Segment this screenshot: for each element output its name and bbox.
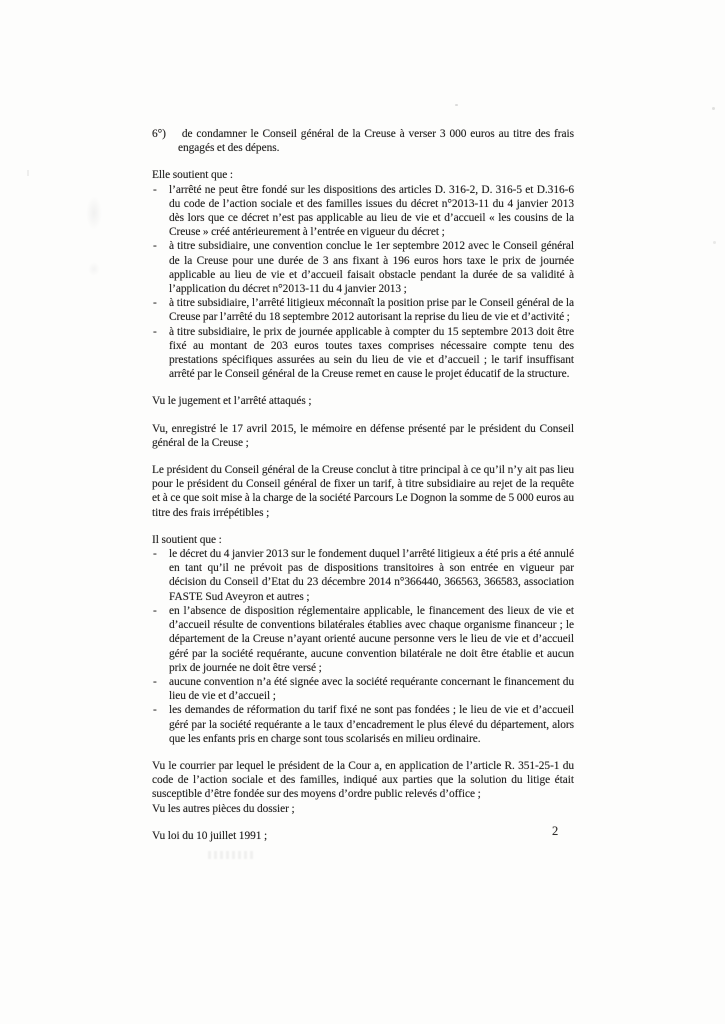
list-item-text: le décret du 4 janvier 2013 sur le fondement duquel l’arrêté litigieux a été pris a été annulé en tant qu’il ne prévoit pas de dispositions transitoires à son entrée en vigueur par décision du Conseil d’Etat du 23 décembre 2014 n°366440, 366563, 366583, association FASTE Sud Aveyron et autres ; — [169, 548, 574, 603]
list-item — [152, 296, 574, 324]
respondent-arguments-list — [152, 547, 574, 746]
claim-item-6 — [152, 127, 574, 155]
dash-bullet: - — [153, 675, 157, 688]
list-item-text: à titre subsidiaire, le prix de journée applicable à compter du 15 septembre 2013 doit être fixé au montant de 203 euros toutes taxes comprises nécessaire compte tenu des prestations spécifiques assurées au sein du lieu de vie et d’accueil ; le tarif insuffisant arrêté par le Conseil général de la Creuse remet en cause le projet éducatif de la structure. — [169, 325, 574, 381]
scan-smudge — [86, 196, 102, 230]
list-item-text: à titre subsidiaire, l’arrêté litigieux méconnaît la position prise par le Conseil général de la Creuse par l’arrêté du 18 septembre 2012 autorisant la reprise du lieu de vie et d’activité ; — [169, 297, 574, 324]
document-body — [152, 127, 574, 856]
list-item-text: aucune convention n’a été signée avec la société requérante concernant le financement du lieu de vie et d’accueil ; — [169, 675, 574, 703]
list-item — [152, 675, 574, 703]
scan-smudge — [88, 262, 100, 276]
page-number: 2 — [552, 824, 559, 838]
list-item-text: les demandes de réformation du tarif fixé ne sont pas fondées ; le lieu de vie et d’accueil géré par la société requérante a le taux d’encadrement le plus élevé du département, alors que les enfants pris en charge sont tous scolarisés en milieu ordinaire. — [169, 704, 574, 745]
respondent-contentions-intro: Il soutient que : — [152, 533, 222, 546]
petitioner-contentions-intro: Elle soutient que : — [152, 169, 234, 182]
list-item-text: l’arrêté ne peut être fondé sur les dispositions des articles D. 316-2, D. 316-5 et D.316-6 du code de l’action sociale et des familles issues du décret n°2013-11 du 4 janvier 2013 dès lors que ce décret n’est pas applicable au lieu de vie et d’accueil « les cousins de la Creuse » créé antérieurement à l’entrée en vigueur du décret ; — [169, 183, 574, 239]
dash-bullet: - — [153, 604, 157, 617]
visa-other-documents: Vu les autres pièces du dossier ; — [152, 802, 295, 815]
visa-judgment: Vu le jugement et l’arrêté attaqués ; — [152, 395, 312, 408]
dash-bullet: - — [153, 548, 157, 561]
visa-court-letter: Vu le courrier par lequel le président de la Cour a, en application de l’article R. 351-25-1 du code de l’action sociale et des familles, indiqué aux parties que la solution du litige était susceptible d’être fondée sur des moyens d’ordre public relevés d’office ; — [152, 759, 574, 801]
dash-bullet: - — [153, 240, 157, 253]
claim-item-6-marker: 6°) — [152, 128, 166, 140]
list-item — [152, 183, 574, 240]
dash-bullet: - — [153, 183, 157, 196]
visa-defense-memoir: Vu, enregistré le 17 avril 2015, le mémoire en défense présenté par le président du Conseil général de la Creuse ; — [152, 422, 574, 449]
visa-law-1991: Vu loi du 10 juillet 1991 ; — [152, 829, 268, 842]
petitioner-arguments-list — [152, 183, 574, 382]
list-item — [152, 325, 574, 382]
president-conclusions: Le président du Conseil général de la Creuse conclut à titre principal à ce qu’il n’y ait pas lieu pour le président du Conseil général de fixer un tarif, à titre subsidiaire au rejet de la requête et à ce que soit mise à la charge de la société Parcours Le Dognon la somme de 5 000 euros au titre des frais irrépétibles ; — [152, 464, 574, 519]
list-item — [152, 239, 574, 296]
list-item-text: en l’absence de disposition réglementaire applicable, le financement des lieux de vie et d’accueil résulte de conventions bilatérales établies avec chaque organisme financeur ; le département de la Creuse n’ayant orienté aucune personne vers le lieu de vie et d’accueil géré par la société requérante, aucune convention bilatérale ne doit être établie et aucun prix de journée ne doit être versé ; — [169, 604, 574, 674]
dash-bullet: - — [153, 704, 157, 717]
scan-speck — [455, 104, 458, 106]
list-item — [152, 604, 574, 675]
list-item-text: à titre subsidiaire, une convention conclue le 1er septembre 2012 avec le Conseil général de la Creuse pour une durée de 3 ans fixant à 196 euros hors taxe le prix de journée applicable au lieu de vie et d’accueil faisait obstacle pendant la durée de sa validité à l’application du décret n°2013-11 du 4 janvier 2013 ; — [169, 240, 574, 296]
scan-speck — [713, 241, 716, 244]
dash-bullet: - — [153, 297, 157, 310]
scan-speck — [712, 107, 715, 110]
list-item — [152, 703, 574, 746]
list-item — [152, 547, 574, 604]
claim-item-6-text: de condamner le Conseil général de la Creuse à verser 3 000 euros au titre des frais engagés et des dépens. — [178, 128, 574, 155]
scan-speck — [27, 170, 29, 176]
dash-bullet: - — [153, 325, 157, 338]
